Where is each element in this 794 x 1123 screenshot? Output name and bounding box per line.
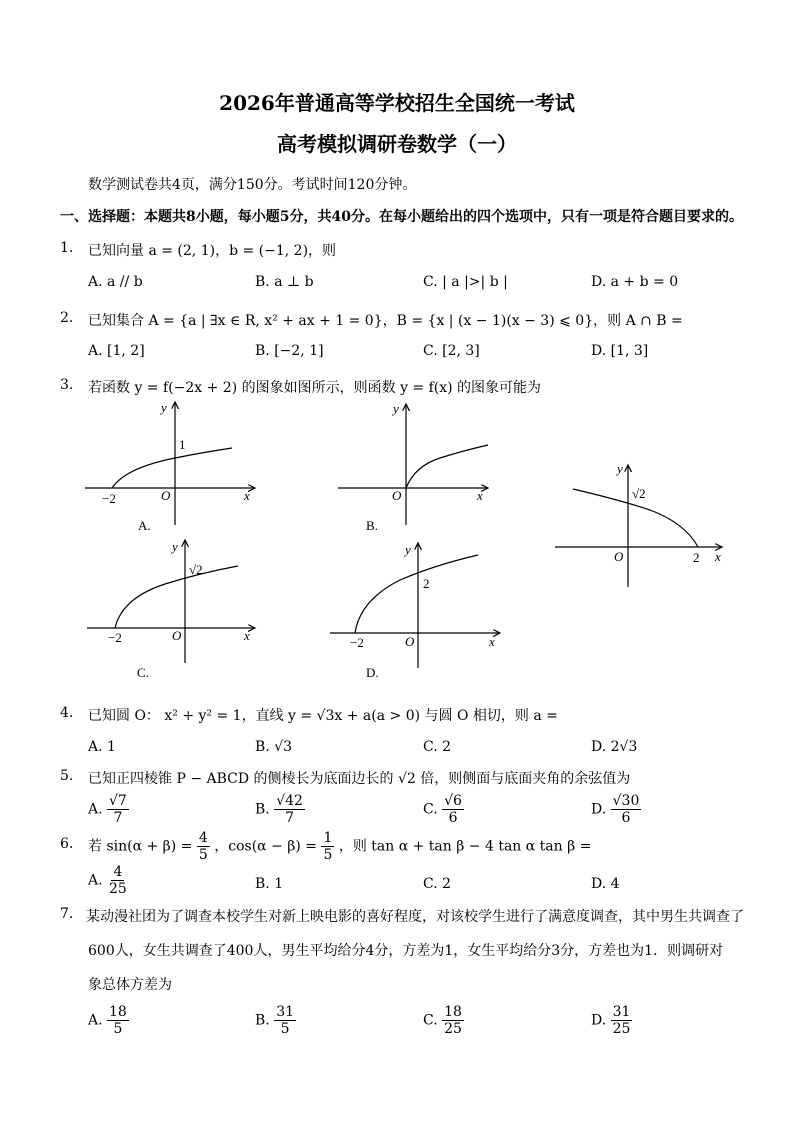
option-b xyxy=(255,1004,296,1037)
numerator: 4 xyxy=(198,830,208,846)
numerator: √42 xyxy=(276,793,303,809)
tick-label: −2 xyxy=(108,630,122,645)
option-c: C. | a |>| b | xyxy=(423,274,508,290)
tick-label: 2 xyxy=(423,576,430,591)
origin-label: O xyxy=(392,488,402,503)
option-letter: A. xyxy=(88,801,103,818)
denominator: 25 xyxy=(612,1021,631,1037)
question-number: 7. xyxy=(60,906,74,922)
question-stem: 若函数 y = f(−2x + 2) 的图象如图所示，则函数 y = f(x) 的图象可能为 xyxy=(88,380,542,396)
graph-label-c: C. xyxy=(137,665,149,680)
origin-label: O xyxy=(172,628,182,643)
option-d: D. 4 xyxy=(591,876,620,892)
option-letter: D. xyxy=(591,1012,607,1029)
fraction xyxy=(197,830,210,863)
origin-label: O xyxy=(405,634,415,649)
tick-label: √2 xyxy=(632,486,646,501)
option-letter: B. xyxy=(255,1012,270,1029)
tick-label: 2 xyxy=(693,550,700,565)
numerator: 18 xyxy=(444,1004,462,1020)
axis-x-label: x xyxy=(244,488,250,503)
option-letter: C. xyxy=(423,1012,438,1029)
graph-label-b: B. xyxy=(366,518,378,533)
fraction xyxy=(442,1004,464,1037)
question-stem-line: 600人，女生共调查了400人，男生平均给分4分，方差为1，女生平均给分3分，方差也为1．则调研对 xyxy=(88,943,724,959)
axis-x-label: x xyxy=(244,628,250,643)
exam-title: 2026年普通高等学校招生全国统一考试 xyxy=(219,91,575,115)
question-stem xyxy=(88,830,591,863)
exam-subtitle: 高考模拟调研卷数学（一） xyxy=(277,132,517,156)
option-d: D. [1, 3] xyxy=(591,343,649,359)
denominator: 5 xyxy=(198,847,208,863)
denominator: 6 xyxy=(448,810,458,826)
question-number: 4. xyxy=(60,705,74,721)
axis-y-label: y xyxy=(393,401,399,416)
numerator: 4 xyxy=(113,864,123,880)
option-b: B. 1 xyxy=(255,876,284,892)
numerator: 31 xyxy=(612,1004,631,1020)
option-a: A. [1, 2] xyxy=(88,343,145,359)
question-stem-line: 某动漫社团为了调查本校学生对新上映电影的喜好程度，对该校学生进行了满意度调查，其中男生共调查了 xyxy=(86,909,744,925)
axis-x-label: x xyxy=(477,488,483,503)
question-stem-line: 象总体方差为 xyxy=(88,977,172,993)
denominator: 6 xyxy=(621,810,631,826)
numerator: √7 xyxy=(109,793,127,809)
question-number: 6. xyxy=(60,836,74,852)
axis-y-label: y xyxy=(617,461,623,476)
tick-label: √2 xyxy=(189,562,203,577)
option-a: A. a // b xyxy=(88,274,143,290)
option-b: B. a ⊥ b xyxy=(255,274,314,290)
option-a: A. 1 xyxy=(88,739,116,755)
fraction xyxy=(611,1004,633,1037)
question-stem: 已知集合 A = {a | ∃x ∈ R, x² + ax + 1 = 0}，B = {x | (x − 1)(x − 3) ⩽ 0}，则 A ∩ B = xyxy=(88,313,683,329)
fraction xyxy=(321,830,334,863)
option-d: D. a + b = 0 xyxy=(591,274,679,290)
fraction xyxy=(442,793,464,826)
option-b: B. √3 xyxy=(255,739,293,755)
exam-intro: 数学测试卷共4页，满分150分。考试时间120分钟。 xyxy=(88,177,417,193)
tick-label: 1 xyxy=(179,437,186,452)
denominator: 5 xyxy=(113,1021,123,1037)
option-letter: A. xyxy=(88,1012,103,1029)
question-number: 2. xyxy=(60,310,74,326)
option-d xyxy=(591,793,641,826)
stem-part: 若 sin(α + β) = xyxy=(88,838,193,855)
numerator: 1 xyxy=(323,830,333,846)
numerator: 18 xyxy=(109,1004,127,1020)
option-c: C. [2, 3] xyxy=(423,343,480,359)
option-a xyxy=(88,1004,129,1037)
tick-label: −2 xyxy=(350,635,364,650)
stem-part: ，cos(α − β) = xyxy=(214,838,317,855)
option-c: C. 2 xyxy=(423,739,452,755)
axis-x-label: x xyxy=(715,549,721,564)
option-letter: D. xyxy=(591,801,607,818)
graph-label-a: A. xyxy=(138,518,151,533)
question-number: 3. xyxy=(60,377,74,393)
option-c: C. 2 xyxy=(423,876,452,892)
numerator: 31 xyxy=(276,1004,295,1020)
denominator: 7 xyxy=(285,810,295,826)
option-b: B. [−2, 1] xyxy=(255,343,324,359)
option-letter: C. xyxy=(423,801,438,818)
origin-label: O xyxy=(614,549,624,564)
option-letter: B. xyxy=(255,801,270,818)
denominator: 25 xyxy=(109,881,127,897)
option-c xyxy=(423,793,464,826)
option-d: D. 2√3 xyxy=(591,739,638,755)
question-stem: 已知正四棱锥 P − ABCD 的侧棱长为底面边长的 √2 倍，则侧面与底面夹角的余弦值为 xyxy=(88,771,631,787)
option-a xyxy=(88,864,129,897)
axis-x-label: x xyxy=(489,634,495,649)
axis-y-label: y xyxy=(405,542,411,557)
question-stem: 已知向量 a = (2, 1)，b = (−1, 2)，则 xyxy=(88,243,337,259)
option-c xyxy=(423,1004,464,1037)
axis-y-label: y xyxy=(172,539,178,554)
denominator: 5 xyxy=(280,1021,290,1037)
denominator: 7 xyxy=(113,810,123,826)
stem-part: ，则 tan α + tan β − 4 tan α tan β = xyxy=(338,838,592,855)
option-b xyxy=(255,793,305,826)
fraction xyxy=(274,1004,296,1037)
fraction xyxy=(274,793,305,826)
section-heading: 一、选择题：本题共8小题，每小题5分，共40分。在每小题给出的四个选项中，只有一项是符合题目要求的。 xyxy=(60,209,743,225)
option-a xyxy=(88,793,129,826)
numerator: √6 xyxy=(444,793,462,809)
option-letter: A. xyxy=(88,872,103,889)
fraction xyxy=(611,793,642,826)
tick-label: −2 xyxy=(102,491,116,506)
question-number: 5. xyxy=(60,768,74,784)
fraction xyxy=(107,793,129,826)
graph-label-d: D. xyxy=(366,665,379,680)
denominator: 5 xyxy=(323,847,333,863)
fraction xyxy=(107,1004,129,1037)
option-d xyxy=(591,1004,632,1037)
question-stem: 已知圆 O： x² + y² = 1，直线 y = √3x + a(a > 0) 与圆 O 相切，则 a = xyxy=(88,708,558,724)
origin-label: O xyxy=(161,488,171,503)
axis-y-label: y xyxy=(161,400,167,415)
question-number: 1. xyxy=(60,240,74,256)
numerator: √30 xyxy=(612,793,640,809)
fraction xyxy=(107,864,129,897)
denominator: 25 xyxy=(444,1021,462,1037)
